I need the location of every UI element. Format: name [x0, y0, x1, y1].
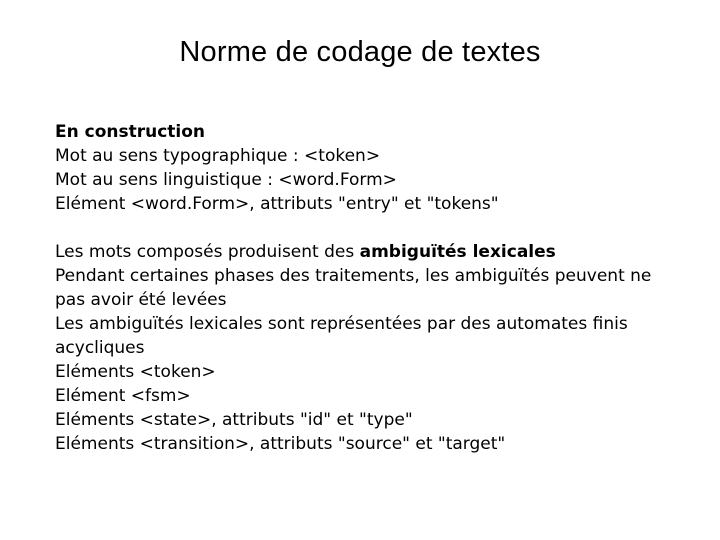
text-line-state-elements: Eléments <state>, attributs "id" et "type" — [55, 410, 413, 430]
text-line-token-elements: Eléments <token> — [55, 362, 216, 382]
section-heading: En construction — [55, 122, 206, 142]
compound-words-text: Les mots composés produisent des — [55, 242, 360, 262]
text-paragraph-unresolved: Pendant certaines phases des traitements, les ambiguïtés peuvent ne pas avoir été levées — [55, 266, 652, 310]
text-line-token: Mot au sens typographique : <token> — [55, 146, 381, 166]
text-line-transition-elements: Eléments <transition>, attributs "source" et "target" — [55, 434, 506, 454]
slide-title: Norme de codage de textes — [179, 36, 541, 68]
text-line-wordform: Mot au sens linguistique : <word.Form> — [55, 170, 397, 190]
text-line-fsm-element: Elément <fsm> — [55, 386, 191, 406]
text-line-compound-words — [55, 240, 675, 264]
paragraph-spacer — [55, 216, 675, 240]
text-line-wordform-attributes: Elément <word.Form>, attributs "entry" et "tokens" — [55, 194, 499, 214]
slide-body — [55, 120, 675, 456]
text-paragraph-automata: Les ambiguïtés lexicales sont représentées par des automates finis acycliques — [55, 314, 628, 358]
lexical-ambiguities-emphasis: ambiguïtés lexicales — [359, 242, 556, 262]
